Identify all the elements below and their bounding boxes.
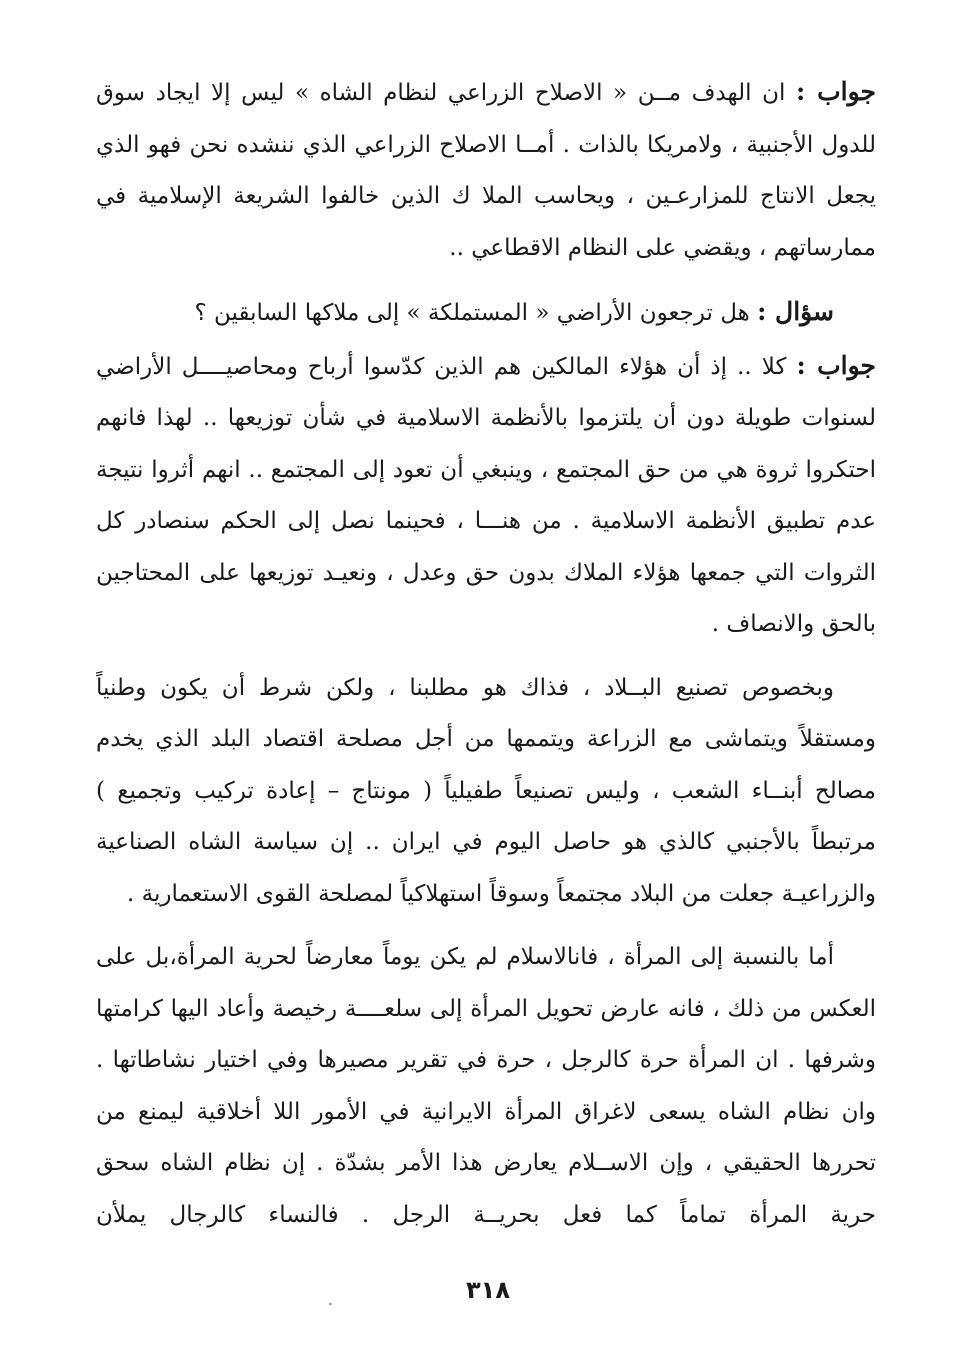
paragraph-women — [96, 932, 876, 1241]
paragraph-text: وبخصوص تصنيع البــلاد ، فذاك هو مطلبنا ، ولكن شرط أن يكون وطنياً ومستقلاً ويتماشى مع الزراعة ويتممها من أجل مصلحة اقتصاد البلد الذي يخدم مصالح أبنــاء الشعب ، وليس تصنيعاً طفيلياً ( مونتاج – إعادة تركيب وتجميع ) مرتبطاً بالأجنبي كالذي هو حاصل اليوم في ايران .. إن سياسة الشاه الصناعية والزراعيـة جعلت من البلاد مجتمعاً وسوقاً استهلاكياً لمصلحة القوى الاستعمارية . — [96, 674, 876, 907]
question-paragraph — [96, 286, 876, 340]
question-label: سؤال : — [757, 297, 834, 326]
scan-speck — [329, 1303, 332, 1305]
answer-label: جواب : — [796, 350, 876, 380]
answer-text: ان الهدف مــن « الاصلاح الزراعي لنظام الشاه » ليس إلا ايجاد سوق للدول الأجنبية ، ولامريكا بالذات . أمــا الاصلاح الزراعي الذي ننشده نحن فهو الذي يجعل الانتاج للمزارعـين ، ويحاسب الملا ك الذين خالفوا الشريعة الإسلامية في ممارساتهم ، ويقضي على النظام الاقطاعي .. — [96, 80, 876, 261]
question-text: هل ترجعون الأراضي « المستملكة » إلى ملاكها السابقين ؟ — [194, 300, 758, 326]
paragraph-text: أما بالنسبة إلى المرأة ، فانالاسلام لم يكن يوماً معارضاً لحرية المرأة،بل على العكس من ذلك ، فانه عارض تحويل المرأة إلى سلعــــة رخيصة وأعاد اليها كرامتها وشرفها . ان المرأة حرة كالرجل ، حرة في تقرير مصيرها وفي اختيار نشاطاتها . وان نظام الشاه يسعى لاغراق المرأة الايرانية في الأمور اللا أخلاقية ليمنع من تحررها الحقيقي ، وإن الاســلام يعارض هذا الأمر بشدّة . إن نظام الشاه سحق حرية المرأة تماماً كما فعل بحريــة الرجل . فالنساء كالرجال يملأن — [96, 944, 876, 1228]
answer-label: جواب : — [795, 77, 876, 106]
paragraph-industrialization — [96, 663, 876, 921]
answer-paragraph-land-reform — [96, 66, 876, 274]
answer-paragraph-redistribution — [96, 340, 876, 651]
answer-text: كلا .. إذ أن هؤلاء المالكين هم الذين كدّسوا أرباح ومحاصيــــل الأراضي لسنوات طويلة دون أن يلتزموا بالأنظمة الاسلامية في شأن توزيعها .. لهذا فانهم احتكروا ثروة هي من حق المجتمع ، وينبغي أن تعود إلى المجتمع .. انهم أثروا نتيجة عدم تطبيق الأنظمة الاسلامية . من هنـــا ، فحينما نصل إلى الحكم سنصادر كل الثروات التي جمعها هؤلاء الملاك بدون حق وعدل ، ونعيـد توزيعها على المحتاجين بالحق والانصاف . — [96, 353, 876, 637]
page-number: ٣١٨ — [466, 1276, 510, 1304]
page-body — [96, 66, 876, 1241]
